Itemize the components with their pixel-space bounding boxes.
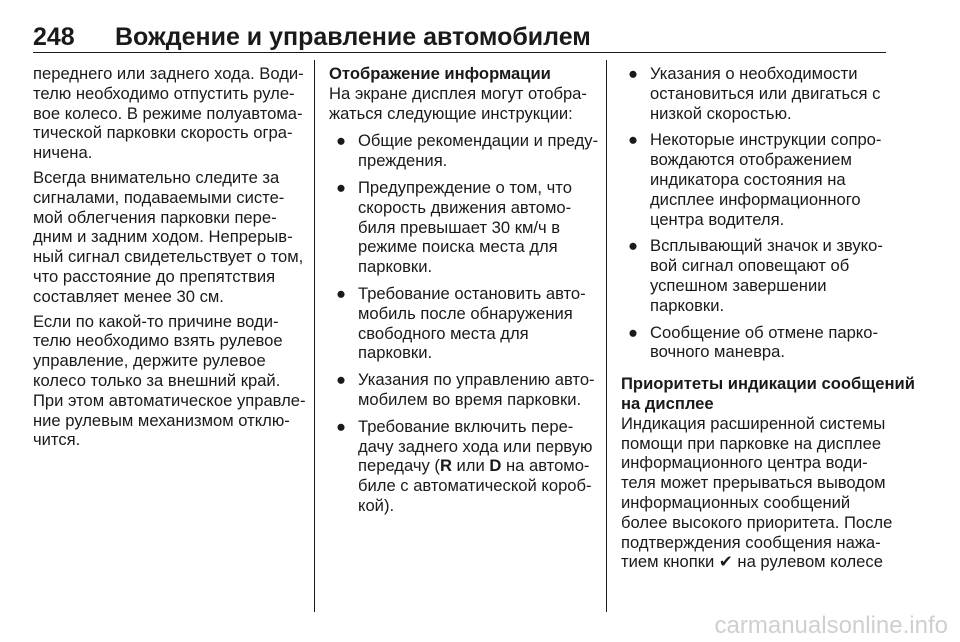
text-line: теля может прерываться выводом xyxy=(621,473,886,493)
bullet-icon: ● xyxy=(628,64,639,83)
column-divider-1 xyxy=(314,60,315,612)
list-item xyxy=(329,284,601,363)
section-heading-priorities-cont: на дисплее xyxy=(621,393,714,413)
paragraph-steering-release xyxy=(33,64,309,163)
text-line: помощи при парковке на дисплее xyxy=(621,433,882,453)
text-line: переднего или заднего хода. Води- xyxy=(33,64,304,83)
watermark: carmanualsonline.info xyxy=(714,612,948,639)
text-line: режиме поиска места для xyxy=(358,237,558,257)
column-1 xyxy=(33,64,309,455)
bullet-icon: ● xyxy=(336,177,347,197)
paragraph-intro xyxy=(329,84,601,124)
list-item xyxy=(329,131,601,171)
text-line: чится. xyxy=(33,430,81,450)
text-line: парковки. xyxy=(358,257,433,277)
text-fragment: тием кнопки xyxy=(621,552,719,572)
text-line: Общие рекомендации и преду- xyxy=(358,131,599,151)
text-line: низкой скоростью. xyxy=(650,103,792,123)
text-line: жаться следующие инструкции: xyxy=(329,103,573,123)
bullet-icon: ● xyxy=(336,131,347,151)
text-line: Требование остановить авто- xyxy=(358,283,586,303)
text-line: управление, держите рулевое xyxy=(33,351,266,371)
text-line: информационного центра води- xyxy=(621,453,868,473)
list-item xyxy=(621,323,889,363)
text-line: мобилем во время парковки. xyxy=(358,389,582,409)
text-line: свободного места для xyxy=(358,323,529,343)
bullet-icon: ● xyxy=(336,283,347,303)
page-title: Вождение и управление автомобилем xyxy=(115,23,591,51)
list-item xyxy=(329,370,601,410)
text-line: тической парковки скорость огра- xyxy=(33,123,293,143)
text-line: информационных сообщений xyxy=(621,492,851,512)
text-line: дачу заднего хода или первую xyxy=(358,436,593,456)
column-2 xyxy=(329,64,601,523)
text-fragment: на рулевом колесе xyxy=(732,552,883,572)
text-line: Всплывающий значок и звуко- xyxy=(650,236,883,256)
column-3 xyxy=(621,64,915,577)
text-line: преждения. xyxy=(358,151,448,171)
paragraph-signals xyxy=(33,168,309,307)
instructions-list xyxy=(329,131,601,515)
gear-letter-r: R xyxy=(439,456,452,476)
gear-letter-d: D xyxy=(489,456,502,476)
text-fragment: или xyxy=(451,456,490,476)
column-divider-2 xyxy=(606,60,607,612)
text-line: остановиться или двигаться с xyxy=(650,83,881,103)
text-fragment: передачу ( xyxy=(358,456,440,476)
bullet-icon: ● xyxy=(628,130,639,150)
page-header xyxy=(33,22,893,52)
text-line: При этом автоматическое управле- xyxy=(33,390,306,410)
text-line: мой облегчения парковки пере- xyxy=(33,207,277,227)
text-line: мобиль после обнаружения xyxy=(358,303,573,323)
text-line: ничена. xyxy=(33,143,93,163)
text-line: Указания по управлению авто- xyxy=(358,370,595,390)
text-line: вой сигнал оповещают об xyxy=(650,256,850,276)
text-line: вождаются отображением xyxy=(650,150,852,170)
text-fragment: на автомо- xyxy=(501,456,590,476)
paragraph-take-control xyxy=(33,312,309,451)
text-line: вочного маневра. xyxy=(650,342,785,362)
header-rule xyxy=(33,52,886,53)
text-line: парковки. xyxy=(358,343,433,363)
text-line: колесо только за внешний край. xyxy=(33,370,281,390)
section-heading-info-display: Отображение информации xyxy=(329,64,551,83)
instructions-list-continued xyxy=(621,64,889,362)
page-number: 248 xyxy=(33,23,75,51)
text-line xyxy=(621,552,889,572)
bullet-icon: ● xyxy=(336,416,347,436)
list-item xyxy=(621,64,889,123)
text-line xyxy=(358,456,601,476)
bullet-icon: ● xyxy=(628,236,639,256)
text-line: кой). xyxy=(358,495,395,515)
text-line: На экране дисплея могут отобра- xyxy=(329,83,587,103)
text-line: что расстояние до препятствия xyxy=(33,266,276,286)
text-line: сигналами, подаваемыми систе- xyxy=(33,187,285,207)
text-line: Если по какой-то причине води- xyxy=(33,311,279,331)
checkmark-icon: ✔ xyxy=(718,552,733,572)
text-line: составляет менее 30 см. xyxy=(33,286,224,306)
text-line: парковки. xyxy=(650,295,725,315)
bullet-icon: ● xyxy=(628,322,639,342)
text-line: успешном завершении xyxy=(650,275,827,295)
text-line: телю необходимо отпустить руле- xyxy=(33,83,295,103)
text-line: биля превышает 30 км/ч в xyxy=(358,217,561,237)
text-line: Требование включить пере- xyxy=(358,416,574,436)
text-line: Указания о необходимости xyxy=(650,64,858,83)
text-line: скорость движения автомо- xyxy=(358,197,572,217)
list-item xyxy=(329,178,601,277)
text-line: биле с автоматической короб- xyxy=(358,476,592,496)
list-item xyxy=(329,417,601,516)
paragraph-priorities xyxy=(621,413,893,572)
text-line: более высокого приоритета. После xyxy=(621,512,893,532)
bullet-icon: ● xyxy=(336,370,347,390)
text-line: дисплее информационного xyxy=(650,189,861,209)
text-line: индикатора состояния на xyxy=(650,169,846,189)
text-line: ный сигнал свидетельствует о том, xyxy=(33,247,304,267)
list-item xyxy=(621,236,889,315)
text-line: ние рулевым механизмом отклю- xyxy=(33,410,290,430)
text-line: дним и задним ходом. Непрерыв- xyxy=(33,227,293,247)
text-line: Всегда внимательно следите за xyxy=(33,167,280,187)
text-line: телю необходимо взять рулевое xyxy=(33,331,283,351)
text-line: Предупреждение о том, что xyxy=(358,177,572,197)
section-heading-priorities: Приоритеты индикации сообщений xyxy=(621,374,915,394)
text-line: вое колесо. В режиме полуавтома- xyxy=(33,103,303,123)
text-line: подтверждения сообщения нажа- xyxy=(621,532,881,552)
text-line: центра водителя. xyxy=(650,209,785,229)
text-line: Сообщение об отмене парко- xyxy=(650,322,879,342)
list-item xyxy=(621,130,889,229)
text-line: Некоторые инструкции сопро- xyxy=(650,130,882,150)
text-line: Индикация расширенной системы xyxy=(621,413,886,433)
